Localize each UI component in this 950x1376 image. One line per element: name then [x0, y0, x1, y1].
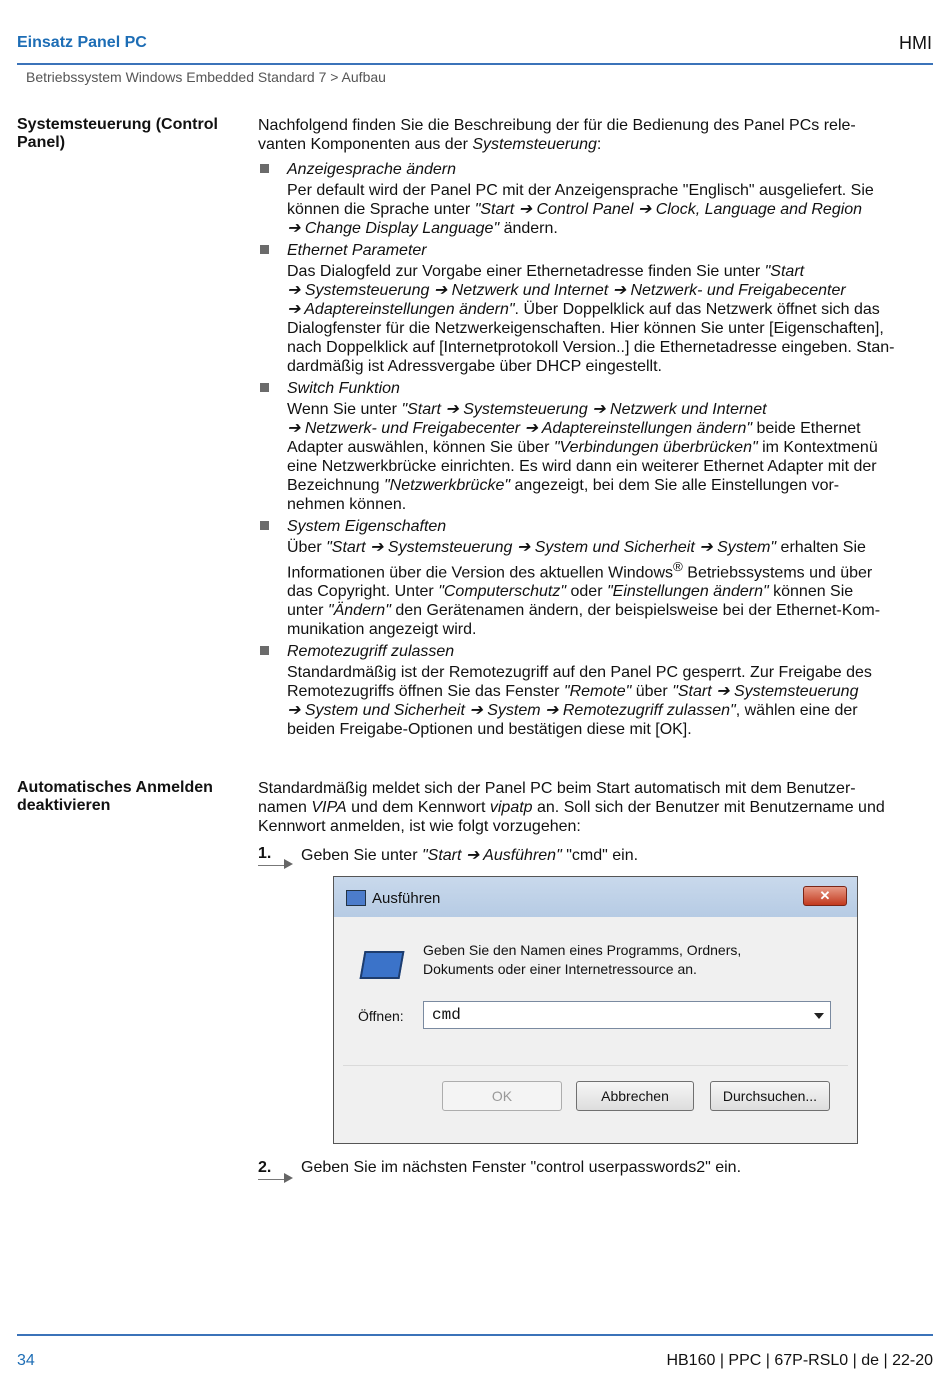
- bullet-body-line: Bezeichnung "Netzwerkbrücke" angezeigt, bei dem Sie alle Einstellungen vor-: [287, 477, 840, 494]
- bullet-body-line: das Copyright. Unter "Computerschutz" oder "Einstellungen ändern" können Sie: [287, 583, 854, 601]
- dialog-desc-line2: Dokuments oder einer Internetressource an.: [423, 961, 697, 977]
- intro-end: :: [596, 136, 602, 153]
- bullet-body-line: ➔ Change Display Language" ändern.: [287, 220, 558, 237]
- intro-emphasis: Systemsteuerung: [472, 136, 597, 153]
- step-arrow-icon: [284, 859, 293, 869]
- open-input[interactable]: [423, 1001, 831, 1029]
- intro-text: vanten Komponenten aus der: [258, 136, 473, 153]
- bullet-body-line: beiden Freigabe-Optionen und bestätigen diese mit [OK].: [287, 721, 692, 739]
- bullet-title: System Eigenschaften: [287, 518, 447, 535]
- bullet-body: [287, 181, 933, 238]
- page-number: 34: [17, 1352, 35, 1369]
- dialog-description: [423, 941, 741, 979]
- step-arrow-icon: [284, 1173, 293, 1183]
- bullet-square-icon: [260, 383, 269, 392]
- open-label: Öffnen:: [358, 1008, 404, 1024]
- run-dialog: [333, 876, 858, 1144]
- bullet-body-line: Über "Start ➔ Systemsteuerung ➔ System und Sicherheit ➔ System" erhalten Sie: [287, 539, 866, 556]
- section1-title: Systemsteuerung (Control Panel): [17, 116, 218, 151]
- section1-intro-line1: Nachfolgend finden Sie die Beschreibung der für die Bedienung des Panel PCs rele-: [258, 117, 856, 134]
- cancel-button[interactable]: Abbrechen: [576, 1081, 694, 1111]
- bullet-body-line: können die Sprache unter "Start ➔ Control Panel ➔ Clock, Language and Region: [287, 201, 863, 218]
- bullet-body-line: Dialogfenster für die Netzwerkeigenschaften. Hier können Sie unter [Eigenschaften],: [287, 320, 884, 337]
- bullet-body: [287, 262, 933, 376]
- step-number: 2.: [258, 1159, 272, 1176]
- step-text: Geben Sie im nächsten Fenster "control userpasswords2" ein.: [301, 1159, 742, 1176]
- close-button[interactable]: ✕: [803, 886, 847, 906]
- bullet-list: [258, 159, 933, 739]
- bullet-title: Switch Funktion: [287, 380, 400, 397]
- step-number: 1.: [258, 845, 272, 862]
- bullet-title: Ethernet Parameter: [287, 242, 427, 259]
- section2-title: Automatisches Anmelden deaktivieren: [17, 779, 213, 814]
- bullet-body-line: Standardmäßig ist der Remotezugriff auf den Panel PC gesperrt. Zur Freigabe des: [287, 664, 872, 682]
- bullet-body: [287, 400, 933, 514]
- document-reference: HB160 | PPC | 67P-RSL0 | de | 22-20: [666, 1352, 933, 1369]
- bullet-item: [258, 378, 933, 514]
- bullet-body-line: dardmäßig ist Adressvergabe über DHCP eingestellt.: [287, 358, 662, 375]
- step-2: [258, 1159, 742, 1177]
- bullet-square-icon: [260, 245, 269, 254]
- section2-intro-line: Standardmäßig meldet sich der Panel PC beim Start automatisch mit dem Benutzer-: [258, 780, 856, 797]
- open-input-value: cmd: [432, 1006, 461, 1024]
- section1-intro-line2: [258, 135, 933, 154]
- browse-button[interactable]: Durchsuchen...: [710, 1081, 830, 1111]
- bullet-title: Anzeigesprache ändern: [287, 161, 457, 178]
- bullet-body-line: Adapter auswählen, können Sie über "Verbindungen überbrücken" im Kontextmenü: [287, 439, 878, 456]
- bullet-square-icon: [260, 646, 269, 655]
- breadcrumb: Betriebssystem Windows Embedded Standard 7 > Aufbau: [26, 69, 386, 85]
- ok-button[interactable]: OK: [442, 1081, 562, 1111]
- bullet-body-line: Das Dialogfeld zur Vorgabe einer Ethernetadresse finden Sie unter "Start: [287, 263, 805, 280]
- bullet-body-line: ➔ Netzwerk- und Freigabecenter ➔ Adaptereinstellungen ändern" beide Ethernet: [287, 420, 861, 437]
- bullet-body-line: Informationen über die Version des aktuellen Windows® Betriebssystems und über: [287, 559, 873, 582]
- bullet-item: [258, 641, 933, 739]
- section2-intro-line: namen VIPA und dem Kennwort vipatp an. Soll sich der Benutzer mit Benutzername und: [258, 799, 885, 816]
- bullet-square-icon: [260, 521, 269, 530]
- bullet-body-line: Per default wird der Panel PC mit der Anzeigensprache "Englisch" ausgeliefert. Sie: [287, 182, 874, 199]
- section1-content: [258, 116, 933, 739]
- dialog-titlebar: [334, 877, 857, 917]
- bullet-body-line: ➔ System und Sicherheit ➔ System ➔ Remotezugriff zulassen", wählen eine der: [287, 702, 858, 720]
- dialog-title: Ausführen: [372, 890, 441, 907]
- bullet-body-line: Remotezugriffs öffnen Sie das Fenster "Remote" über "Start ➔ Systemsteuerung: [287, 683, 859, 701]
- bullet-body-line: nach Doppelklick auf [Internetprotokoll Version..] die Ethernetadresse eingeben. Stan-: [287, 339, 895, 356]
- header-chapter: Einsatz Panel PC: [17, 34, 147, 51]
- bullet-square-icon: [260, 164, 269, 173]
- section2-intro-line: Kennwort anmelden, ist wie folgt vorzugehen:: [258, 818, 581, 835]
- bullet-body-line: eine Netzwerkbrücke einrichten. Es wird dann ein weiterer Ethernet Adapter mit der: [287, 458, 877, 475]
- bullet-body-line: Wenn Sie unter "Start ➔ Systemsteuerung ➔ Netzwerk und Internet: [287, 401, 767, 418]
- bullet-item: [258, 240, 933, 376]
- run-icon: [346, 890, 366, 906]
- bullet-body: [287, 538, 933, 639]
- bullet-body-line: nehmen können.: [287, 496, 407, 513]
- bullet-body: [287, 663, 933, 739]
- section2-intro: [258, 779, 933, 836]
- bullet-body-line: unter "Ändern" den Gerätenamen ändern, der beispielsweise bei der Ethernet-Kom-: [287, 602, 881, 620]
- dialog-desc-line1: Geben Sie den Namen eines Programms, Ordners,: [423, 942, 742, 958]
- header-section: HMI: [899, 33, 932, 53]
- bullet-title: Remotezugriff zulassen: [287, 643, 455, 661]
- bullet-body-line: ➔ Adaptereinstellungen ändern". Über Doppelklick auf das Netzwerk öffnet sich das: [287, 301, 880, 318]
- bullet-body-line: ➔ Systemsteuerung ➔ Netzwerk und Internet ➔ Netzwerk- und Freigabecenter: [287, 282, 846, 299]
- bullet-body-line: munikation angezeigt wird.: [287, 621, 477, 639]
- bullet-item: [258, 159, 933, 238]
- header-divider: [17, 63, 933, 65]
- section1-intro: [258, 116, 933, 154]
- footer-divider: [17, 1334, 933, 1336]
- step-1: [258, 845, 639, 864]
- chevron-down-icon[interactable]: [814, 1013, 824, 1019]
- run-program-icon: [360, 951, 405, 979]
- bullet-item: [258, 516, 933, 639]
- step-text: Geben Sie unter "Start ➔ Ausführen" "cmd" ein.: [301, 847, 639, 864]
